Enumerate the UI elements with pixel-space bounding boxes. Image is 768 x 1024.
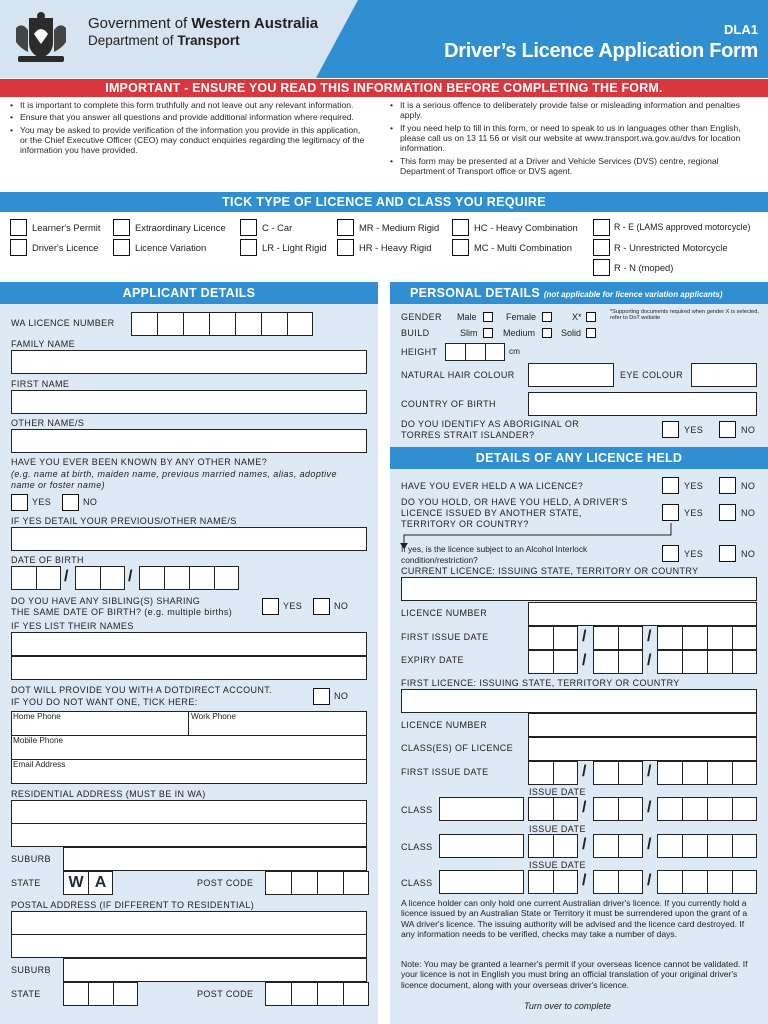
class-1-issue-day[interactable] (528, 797, 578, 821)
yes-label: YES (684, 425, 704, 435)
no-label: NO (334, 601, 349, 611)
date-separator: / (64, 568, 69, 585)
suburb-label: SUBURB (11, 965, 51, 975)
post-code-input[interactable] (265, 871, 369, 895)
family-name-label: FAMILY NAME (11, 339, 76, 349)
suburb-input[interactable] (63, 847, 367, 871)
issue-date-label: ISSUE DATE (529, 860, 586, 870)
dotdirect-text: DOT WILL PROVIDE YOU WITH A DOTDIRECT ACCOUNT. (11, 685, 273, 695)
class-mr-checkbox[interactable] (337, 219, 354, 236)
held-wa-no-checkbox[interactable] (719, 477, 736, 494)
dotdirect-optout-checkbox[interactable] (313, 688, 330, 705)
current-licence-number-input[interactable] (528, 602, 757, 626)
other-names-label: OTHER NAME/S (11, 418, 85, 428)
no-label: NO (83, 497, 98, 507)
date-separator: / (647, 836, 652, 853)
licence-number-label: LICENCE NUMBER (401, 720, 488, 730)
held-other-no-checkbox[interactable] (719, 504, 736, 521)
sibling-question: DO YOU HAVE ANY SIBLING(S) SHARING (11, 596, 201, 606)
date-separator: / (128, 568, 133, 585)
class-2-issue-month[interactable] (593, 834, 643, 858)
dob-year-input[interactable] (139, 566, 239, 590)
important-notes-right (390, 100, 755, 178)
class-label: CLASS (401, 878, 433, 888)
aboriginal-yes-checkbox[interactable] (662, 421, 679, 438)
personal-title: PERSONAL DETAILS (not applicable for licence variation applicants) (390, 282, 768, 304)
solid-label: Solid (561, 328, 582, 338)
held-other-question: DO YOU HOLD, OR HAVE YOU HELD, A DRIVER'S (401, 497, 628, 507)
expiry-month[interactable] (593, 650, 643, 674)
medium-label: Medium (503, 328, 536, 338)
class-input-1[interactable] (439, 797, 524, 821)
date-separator: / (582, 799, 587, 816)
home-phone-label: Home Phone (13, 712, 61, 721)
mobile-phone-label: Mobile Phone (13, 736, 64, 745)
wa-licence-label: WA LICENCE NUMBER (11, 318, 115, 328)
male-label: Male (457, 312, 477, 322)
if-yes-detail-label: IF YES DETAIL YOUR PREVIOUS/OTHER NAME/S (11, 516, 237, 526)
class-lr-label: LR - Light Rigid (262, 242, 327, 253)
note-item: • Ensure that you answer all questions and provide additional information where required. (10, 112, 370, 122)
important-notes-left (10, 100, 370, 158)
sibling-names-input-1[interactable] (11, 632, 367, 656)
family-name-input[interactable] (11, 350, 367, 374)
known-other-no-checkbox[interactable] (62, 494, 79, 511)
class-hc-label: HC - Heavy Combination (474, 222, 578, 233)
first-name-input[interactable] (11, 390, 367, 414)
state-label: STATE (11, 989, 41, 999)
first-licence-label: FIRST LICENCE: ISSUING STATE, TERRITORY OR COUNTRY (401, 678, 680, 688)
class-2-issue-day[interactable] (528, 834, 578, 858)
class-1-issue-year[interactable] (657, 797, 757, 821)
known-other-examples: (e.g. name at birth, maiden name, previous married names, alias, adoptive name or foster name) (11, 469, 337, 491)
no-label: NO (334, 691, 349, 701)
post-code-label: POST CODE (197, 989, 254, 999)
first-name-label: FIRST NAME (11, 379, 70, 389)
note-item: • It is a serious offence to deliberately provide false or misleading information and penalties apply. (390, 100, 755, 121)
hair-colour-input[interactable] (528, 363, 614, 387)
learners-permit-checkbox[interactable] (10, 219, 27, 236)
state-char: A (88, 871, 113, 895)
date-separator: / (582, 763, 587, 780)
postal-address-input-1[interactable] (11, 911, 367, 935)
class-hr-checkbox[interactable] (337, 239, 354, 256)
important-banner: IMPORTANT - ENSURE YOU READ THIS INFORMATION BEFORE COMPLETING THE FORM. (0, 79, 768, 97)
class-label: CLASS (401, 842, 433, 852)
yes-label: YES (283, 601, 303, 611)
height-input[interactable] (445, 343, 505, 361)
note-item: • You may be asked to provide verification of the information you provide in this application, or the Chief Executive Officer (CEO) may conduct enquiries regarding the legitimacy of the information you have provided. (10, 125, 370, 156)
note-item: • If you need help to fill in this form, or need to speak to us in languages other than English, please call us on 13 11 56 or visit our website at www.transport.wa.gov.au/dvs for location information. (390, 123, 755, 154)
residential-address-input-1[interactable] (11, 800, 367, 824)
drivers-licence-checkbox[interactable] (10, 239, 27, 256)
if-yes-list-label: IF YES LIST THEIR NAMES (11, 621, 134, 631)
class-r-checkbox[interactable] (593, 239, 610, 256)
learners-permit-note: Note: You may be granted a learner's permit if your overseas licence cannot be validated. If your licence is not in English you must bring an official translation of your original driver's licence document, along with your overseas driver's licence. (401, 959, 748, 990)
sibling-names-input-2[interactable] (11, 656, 367, 680)
sibling-no-checkbox[interactable] (313, 598, 330, 615)
aboriginal-question-2: TORRES STRAIT ISLANDER? (401, 430, 535, 440)
current-first-issue-year[interactable] (657, 626, 757, 650)
extraordinary-licence-label: Extraordinary Licence (135, 222, 226, 233)
post-code-label: POST CODE (197, 878, 254, 888)
classes-input[interactable] (528, 737, 757, 761)
expiry-day[interactable] (528, 650, 578, 674)
class-1-issue-month[interactable] (593, 797, 643, 821)
class-re-label: R - E (LAMS approved motorcycle) (614, 222, 751, 232)
date-separator: / (582, 872, 587, 889)
held-wa-yes-checkbox[interactable] (662, 477, 679, 494)
female-label: Female (506, 312, 537, 322)
email-label: Email Address (13, 760, 66, 769)
hair-colour-label: NATURAL HAIR COLOUR (401, 370, 515, 380)
date-separator: / (582, 628, 587, 645)
class-c-label: C - Car (262, 222, 293, 233)
licence-variation-label: Licence Variation (135, 242, 207, 253)
date-separator: / (582, 836, 587, 853)
class-hc-checkbox[interactable] (452, 219, 469, 236)
no-label: NO (741, 508, 756, 518)
dept-line: Department of Transport (88, 33, 240, 48)
first-licence-number-input[interactable] (528, 713, 757, 737)
licence-number-label: LICENCE NUMBER (401, 608, 488, 618)
state-label: STATE (11, 878, 41, 888)
class-2-issue-year[interactable] (657, 834, 757, 858)
yes-label: YES (684, 481, 704, 491)
country-of-birth-input[interactable] (528, 392, 757, 416)
form-code: DLA1 (724, 22, 758, 37)
yes-label: YES (32, 497, 52, 507)
yes-label: YES (684, 508, 704, 518)
first-licence-country-input[interactable] (401, 689, 757, 713)
extraordinary-licence-checkbox[interactable] (113, 219, 130, 236)
gov-line: Government of Western Australia (88, 15, 319, 32)
interlock-question: If yes, is the licence subject to an Alcohol Interlock (401, 544, 588, 554)
current-licence-country-input[interactable] (401, 577, 757, 601)
mobile-phone-input[interactable] (11, 735, 367, 760)
licence-surrender-note: A licence holder can only hold one current Australian driver's licence. If you currently hold a licence issued by an Australian State or Territory it must be surrendered upon the grant of a WA driver's licence. The issuing authority will be advised and the licence card destroyed. If any information needs to be verified, checks may take a number of days. (401, 898, 748, 939)
dotdirect-text-2: IF YOU DO NOT WANT ONE, TICK HERE: (11, 697, 198, 707)
state-input[interactable] (63, 871, 113, 895)
held-other-question-3: TERRITORY OR COUNTRY? (401, 519, 529, 529)
slim-checkbox[interactable] (483, 328, 493, 338)
class-mc-label: MC - Multi Combination (474, 242, 572, 253)
sibling-yes-checkbox[interactable] (262, 598, 279, 615)
class-input-3[interactable] (439, 870, 524, 894)
height-label: HEIGHT (401, 347, 438, 357)
class-c-checkbox[interactable] (240, 219, 257, 236)
female-checkbox[interactable] (542, 312, 552, 322)
licence-held-title: DETAILS OF ANY LICENCE HELD (390, 447, 768, 469)
gender-x-note: *Supporting documents required when gender X is selected, refer to DoT website (610, 309, 759, 322)
sibling-question-2: THE SAME DATE OF BIRTH? (e.g. multiple births) (11, 607, 233, 617)
class-3-issue-month[interactable] (593, 870, 643, 894)
class-hr-label: HR - Heavy Rigid (359, 242, 432, 253)
residential-address-input-2[interactable] (11, 823, 367, 847)
note-item: • It is important to complete this form truthfully and not leave out any relevant information. (10, 100, 370, 110)
wa-crest-icon (12, 12, 70, 64)
class-mc-checkbox[interactable] (452, 239, 469, 256)
cm-label: cm (509, 347, 520, 356)
classes-label: CLASS(ES) OF LICENCE (401, 743, 514, 753)
turn-over-text: Turn over to complete (524, 1001, 611, 1011)
licence-variation-checkbox[interactable] (113, 239, 130, 256)
interlock-yes-checkbox[interactable] (662, 545, 679, 562)
learners-permit-label: Learner's Permit (32, 222, 101, 233)
issue-date-label: ISSUE DATE (529, 824, 586, 834)
solid-checkbox[interactable] (586, 328, 596, 338)
eye-colour-label: EYE COLOUR (620, 370, 684, 380)
held-other-yes-checkbox[interactable] (662, 504, 679, 521)
other-names-input[interactable] (11, 429, 367, 453)
medium-checkbox[interactable] (542, 328, 552, 338)
dob-label: DATE OF BIRTH (11, 555, 84, 565)
issue-date-label: ISSUE DATE (529, 787, 586, 797)
gender-label: GENDER (401, 312, 442, 322)
form-title: Driver’s Licence Application Form (444, 40, 758, 62)
x-checkbox[interactable] (586, 312, 596, 322)
aboriginal-question: DO YOU IDENTIFY AS ABORIGINAL OR (401, 419, 580, 429)
build-label: BUILD (401, 328, 430, 338)
current-first-issue-day[interactable] (528, 626, 578, 650)
note-item: • This form may be presented at a Driver and Vehicle Services (DVS) centre, regional Department of Transport office or DVS agent. (390, 156, 755, 177)
dob-month-input[interactable] (75, 566, 125, 590)
no-label: NO (741, 481, 756, 491)
first-licence-issue-day[interactable] (528, 761, 578, 785)
slim-label: Slim (460, 328, 478, 338)
class-mr-label: MR - Medium Rigid (359, 222, 440, 233)
interlock-no-checkbox[interactable] (719, 545, 736, 562)
known-other-yes-checkbox[interactable] (11, 494, 28, 511)
applicant-title: APPLICANT DETAILS (0, 282, 378, 304)
work-phone-label: Work Phone (191, 712, 236, 721)
expiry-year[interactable] (657, 650, 757, 674)
class-rn-checkbox[interactable] (593, 259, 610, 276)
postal-address-label: POSTAL ADDRESS (IF DIFFERENT TO RESIDENTIAL) (11, 900, 255, 910)
x-label: X* (572, 312, 582, 322)
interlock-question-2: condition/restriction? (401, 555, 478, 565)
date-separator: / (647, 652, 652, 669)
first-issue-label: FIRST ISSUE DATE (401, 767, 489, 777)
eye-colour-input[interactable] (691, 363, 757, 387)
current-licence-label: CURRENT LICENCE: ISSUING STATE, TERRITORY OR COUNTRY (401, 566, 699, 576)
date-separator: / (582, 652, 587, 669)
first-issue-label: FIRST ISSUE DATE (401, 632, 489, 642)
licence-type-title: TICK TYPE OF LICENCE AND CLASS YOU REQUIRE (0, 192, 768, 212)
known-other-label: HAVE YOU EVER BEEN KNOWN BY ANY OTHER NAME? (11, 457, 268, 467)
dob-day-input[interactable] (11, 566, 61, 590)
state-char: W (63, 871, 88, 895)
postal-post-code-input[interactable] (265, 982, 369, 1006)
expiry-label: EXPIRY DATE (401, 655, 464, 665)
no-label: NO (741, 425, 756, 435)
wa-licence-number-input[interactable] (131, 312, 313, 336)
country-of-birth-label: COUNTRY OF BIRTH (401, 399, 496, 409)
male-checkbox[interactable] (483, 312, 493, 322)
class-3-issue-day[interactable] (528, 870, 578, 894)
class-rn-label: R - N (moped) (614, 262, 674, 273)
class-r-label: R - Unrestricted Motorcycle (614, 242, 728, 253)
drivers-licence-label: Driver's Licence (32, 242, 99, 253)
first-licence-issue-year[interactable] (657, 761, 757, 785)
previous-names-input[interactable] (11, 527, 367, 551)
class-lr-checkbox[interactable] (240, 239, 257, 256)
residential-address-label: RESIDENTIAL ADDRESS (MUST BE IN WA) (11, 789, 206, 799)
first-licence-issue-month[interactable] (593, 761, 643, 785)
date-separator: / (647, 628, 652, 645)
class-re-checkbox[interactable] (593, 219, 610, 236)
held-other-question-2: LICENCE ISSUED BY ANOTHER STATE, (401, 508, 582, 518)
postal-address-input-2[interactable] (11, 934, 367, 958)
postal-suburb-input[interactable] (63, 958, 367, 982)
current-first-issue-month[interactable] (593, 626, 643, 650)
date-separator: / (647, 799, 652, 816)
aboriginal-no-checkbox[interactable] (719, 421, 736, 438)
date-separator: / (647, 872, 652, 889)
date-separator: / (647, 763, 652, 780)
postal-state-input[interactable] (63, 982, 138, 1006)
class-3-issue-year[interactable] (657, 870, 757, 894)
class-input-2[interactable] (439, 834, 524, 858)
no-label: NO (741, 549, 756, 559)
class-label: CLASS (401, 805, 433, 815)
yes-label: YES (684, 549, 704, 559)
suburb-label: SUBURB (11, 854, 51, 864)
held-wa-question: HAVE YOU EVER HELD A WA LICENCE? (401, 481, 584, 491)
